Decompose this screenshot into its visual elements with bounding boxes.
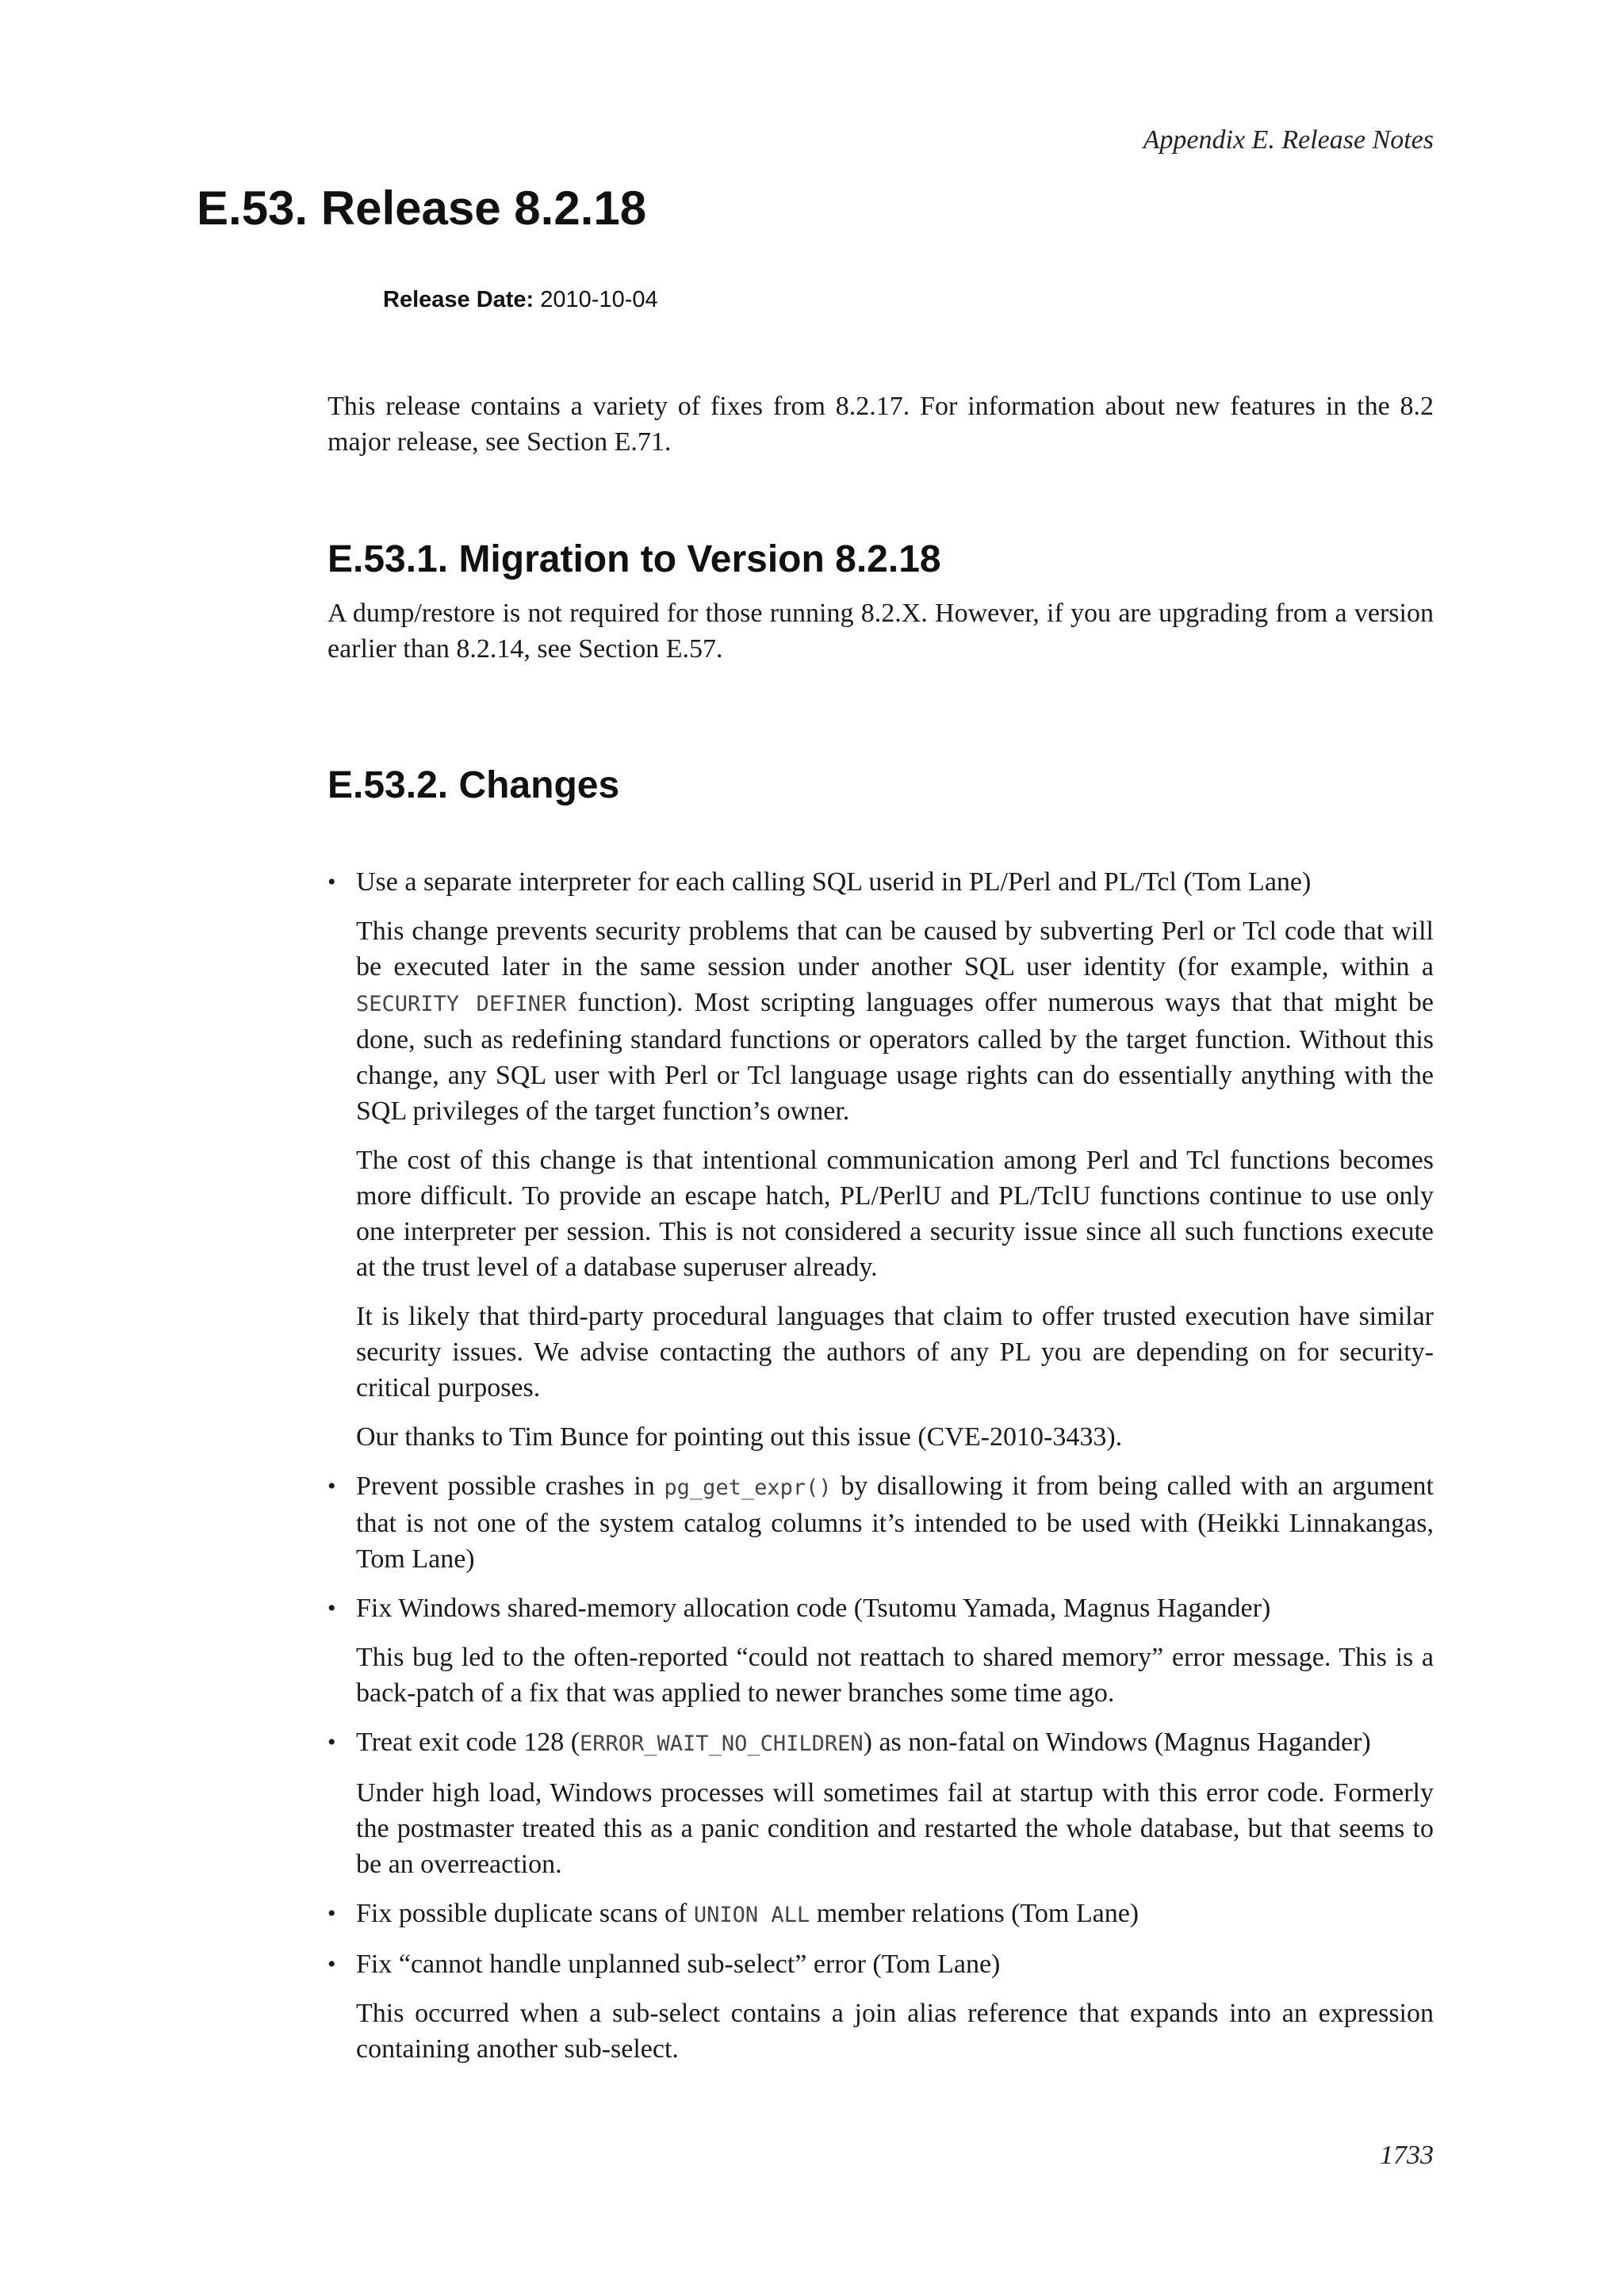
change-title (356, 1724, 1434, 1762)
running-head: Appendix E. Release Notes (1143, 125, 1434, 155)
changes-heading: E.53.2. Changes (327, 764, 620, 806)
change-item (327, 1896, 1434, 1933)
code-literal: UNION ALL (693, 1903, 810, 1927)
change-item (327, 1468, 1434, 1577)
change-detail: This occurred when a sub-select contains a join alias reference that expands into an expression containing another sub-select. (356, 1999, 1434, 2064)
text-run: Treat exit code 128 ( (356, 1728, 580, 1757)
text-run: member relations (Tom Lane) (810, 1899, 1139, 1928)
code-literal: pg_get_expr() (664, 1475, 832, 1500)
change-detail: Under high load, Windows processes will sometimes fail at startup with this error code. Formerly the postmaster treated this as a panic condition and restarted the whole database, but that seems to be an overreaction. (356, 1778, 1434, 1879)
change-item (327, 864, 1434, 1455)
release-date-label: Release Date: (383, 287, 534, 312)
bullet: • (327, 1595, 336, 1621)
change-title (356, 1468, 1434, 1577)
text-run: Prevent possible crashes in (356, 1471, 665, 1501)
release-date (383, 287, 658, 313)
chapter-title: E.53. Release 8.2.18 (197, 182, 647, 235)
change-title: Use a separate interpreter for each calling SQL userid in PL/Perl and PL/Tcl (Tom Lane) (356, 867, 1312, 897)
page-number: 1733 (1380, 2141, 1434, 2170)
change-item (327, 1590, 1434, 1711)
change-title (356, 1896, 1434, 1933)
change-detail (356, 913, 1434, 1129)
change-item (327, 1724, 1434, 1882)
migration-paragraph: A dump/restore is not required for those running 8.2.X. However, if you are upgrading from a version earlier than 8.2.14, see Section E.57. (327, 599, 1434, 664)
text-run: by disallowing it from being called with an argument that is not one of the system catalog columns it’s intended to be used with (Heikki Linnakangas, Tom Lane) (356, 1471, 1434, 1574)
main-content (327, 388, 1434, 2080)
bullet: • (327, 1900, 336, 1927)
text-run: This change prevents security problems that can be caused by subverting Perl or Tcl code that will be executed later in the same session under another SQL user identity (for example, within a (356, 916, 1434, 982)
change-detail: Our thanks to Tim Bunce for pointing out this issue (CVE-2010-3433). (356, 1422, 1123, 1452)
text-run: function). Most scripting languages offer numerous ways that that might be done, such as redefining standard functions or operators called by the target function. Without this change, any SQL user with Perl or Tcl language usage rights can do essentially anything with the SQL privileges of the target function’s owner. (356, 988, 1434, 1126)
bullet: • (327, 869, 336, 895)
code-literal: SECURITY DEFINER (356, 992, 567, 1016)
bullet: • (327, 1473, 336, 1499)
change-title: Fix Windows shared-memory allocation code (Tsutomu Yamada, Magnus Hagander) (356, 1594, 1271, 1623)
release-date-value: 2010-10-04 (540, 287, 658, 312)
change-title: Fix “cannot handle unplanned sub-select” error (Tom Lane) (356, 1950, 1001, 1979)
intro-paragraph: This release contains a variety of fixes from 8.2.17. For information about new features in the 8.2 major release, see Section E.71. (327, 392, 1434, 457)
text-run: Fix possible duplicate scans of (356, 1899, 694, 1928)
bullet: • (327, 1729, 336, 1755)
migration-heading: E.53.1. Migration to Version 8.2.18 (327, 538, 941, 580)
bullet: • (327, 1951, 336, 1977)
code-literal: ERROR_WAIT_NO_CHILDREN (580, 1732, 864, 1756)
changes-list (327, 864, 1434, 2067)
change-detail: The cost of this change is that intentional communication among Perl and Tcl functions becomes more difficult. To provide an escape hatch, PL/PerlU and PL/TclU functions continue to use only one interpreter per session. This is not considered a security issue since all such functions execute at the trust level of a database superuser already. (356, 1146, 1434, 1282)
change-item (327, 1946, 1434, 2067)
change-detail: It is likely that third-party procedural languages that claim to offer trusted execution have similar security issues. We advise contacting the authors of any PL you are depending on for security-critical purposes. (356, 1302, 1434, 1402)
change-detail: This bug led to the often-reported “could not reattach to shared memory” error message. This is a back-patch of a fix that was applied to newer branches some time ago. (356, 1643, 1434, 1708)
text-run: ) as non-fatal on Windows (Magnus Hagander) (863, 1728, 1371, 1757)
